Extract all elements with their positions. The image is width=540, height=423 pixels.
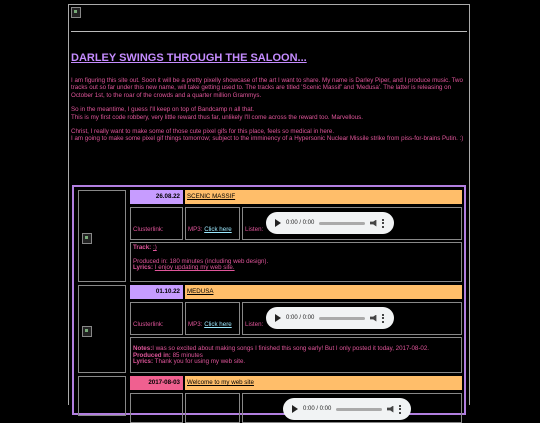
track-date: 01.10.22 (130, 285, 183, 299)
clusterlink-label: Clusterlink: (133, 321, 164, 328)
listen-cell (242, 393, 462, 423)
more-options-icon[interactable] (382, 314, 386, 323)
produced-text: 85 minutes (172, 351, 203, 359)
player-time: 0:00 / 0:00 (286, 315, 315, 321)
mp3-label: MP3: (188, 226, 203, 233)
seek-bar[interactable] (319, 222, 365, 225)
track-date: 26.08.22 (130, 190, 183, 204)
notes-text: I was so excited about making songs I finished this song early! But I only posted it today, 2017-08-02. (152, 345, 430, 352)
mp3-download-link[interactable]: Click here (204, 321, 232, 328)
track-cover (78, 190, 126, 282)
lyrics-text: I enjoy updating my web site. (154, 264, 235, 272)
mp3-download-link[interactable]: Click here (204, 226, 232, 233)
produced-text: Produced in: 180 minutes (including web design). (133, 257, 269, 265)
more-options-icon[interactable] (399, 405, 403, 414)
seek-bar[interactable] (319, 317, 365, 320)
mp3-label: MP3: (188, 321, 203, 328)
listen-cell (242, 207, 462, 240)
volume-icon[interactable] (370, 220, 378, 227)
intro-paragraph-4: Christ, I really want to make some of those cute pixel gifs for this place, feels so medical in here. (71, 128, 335, 136)
intro-paragraph-3: This is my first code robbery, very little reward thus far, unlikely I'll come across the reward too. Marvellous. (71, 113, 363, 121)
page-frame (68, 4, 470, 412)
lyrics-label: Lyrics: (133, 358, 154, 366)
track-entry-medusa (78, 285, 462, 373)
cover-image-icon (82, 326, 92, 337)
produced-label: Produced in: (133, 351, 171, 359)
player-time: 0:00 / 0:00 (303, 406, 332, 412)
header-divider (71, 31, 467, 32)
intro-paragraph-5: I am going to make some pixel gif things tomorrow; subject to the imminency of a Hypersonic Nuclear Missile strike from piss-for-brains Putin. :) (71, 135, 464, 143)
track-label: Track: (133, 244, 152, 251)
clusterlink-label: Clusterlink: (133, 226, 164, 233)
page-title[interactable]: DARLEY SWINGS THROUGH THE SALOON... (71, 52, 307, 64)
track-cover (78, 285, 126, 373)
clusterlink-cell (130, 302, 183, 335)
header-image-icon (71, 7, 81, 18)
audio-player[interactable] (266, 307, 394, 329)
track-title[interactable] (185, 190, 462, 204)
intro-text (71, 77, 466, 150)
play-icon[interactable] (292, 405, 298, 413)
intro-paragraph-1: I am figuring this site out. Soon it will be a pretty pixelly showcase of the art I want to share. My name is Darley Piper, and I produce music. Two tracks out so far under this new name, will take getting used to. The tracks are titled 'Scenic Massif' and 'Medusa'. The latter is releasing on October 1st, to the roar of the crowds and a quarter million Grammys. (71, 77, 463, 99)
listen-cell (242, 302, 462, 335)
track-title-link[interactable]: Welcome to my web site (187, 379, 254, 386)
track-title[interactable] (185, 376, 462, 390)
clusterlink-cell (130, 393, 183, 423)
play-icon[interactable] (275, 314, 281, 322)
lyrics-label: Lyrics: (133, 264, 154, 272)
mp3-cell (185, 302, 240, 335)
volume-icon[interactable] (387, 406, 395, 413)
track-smile-link[interactable]: :) (152, 244, 157, 251)
clusterlink-cell (130, 207, 183, 240)
track-title-link[interactable]: MEDUSA (187, 288, 214, 295)
cover-image-icon (82, 233, 92, 244)
audio-player[interactable] (266, 212, 394, 234)
audio-player[interactable] (283, 398, 411, 420)
tracks-table (72, 185, 466, 415)
track-date: 2017-08-03 (130, 376, 183, 390)
notes-label: Notes: (133, 345, 153, 352)
mp3-cell (185, 393, 240, 423)
play-icon[interactable] (275, 219, 281, 227)
mp3-cell (185, 207, 240, 240)
track-notes (130, 242, 462, 282)
volume-icon[interactable] (370, 315, 378, 322)
seek-bar[interactable] (336, 408, 382, 411)
more-options-icon[interactable] (382, 219, 386, 228)
player-time: 0:00 / 0:00 (286, 220, 315, 226)
lyrics-text: Thank you for using my web site. (154, 358, 246, 366)
intro-paragraph-2: So in the meantime, I guess I'll keep on top of Bandcamp n all that. (71, 106, 255, 114)
track-notes (130, 337, 462, 373)
track-title-link[interactable]: SCENIC MASSIF (187, 193, 236, 200)
listen-label: Listen: (245, 226, 264, 233)
track-entry-scenic-massif (78, 190, 462, 282)
track-title[interactable] (185, 285, 462, 299)
track-cover (78, 376, 126, 416)
listen-label: Listen: (245, 321, 264, 328)
track-entry-welcome (78, 376, 462, 416)
